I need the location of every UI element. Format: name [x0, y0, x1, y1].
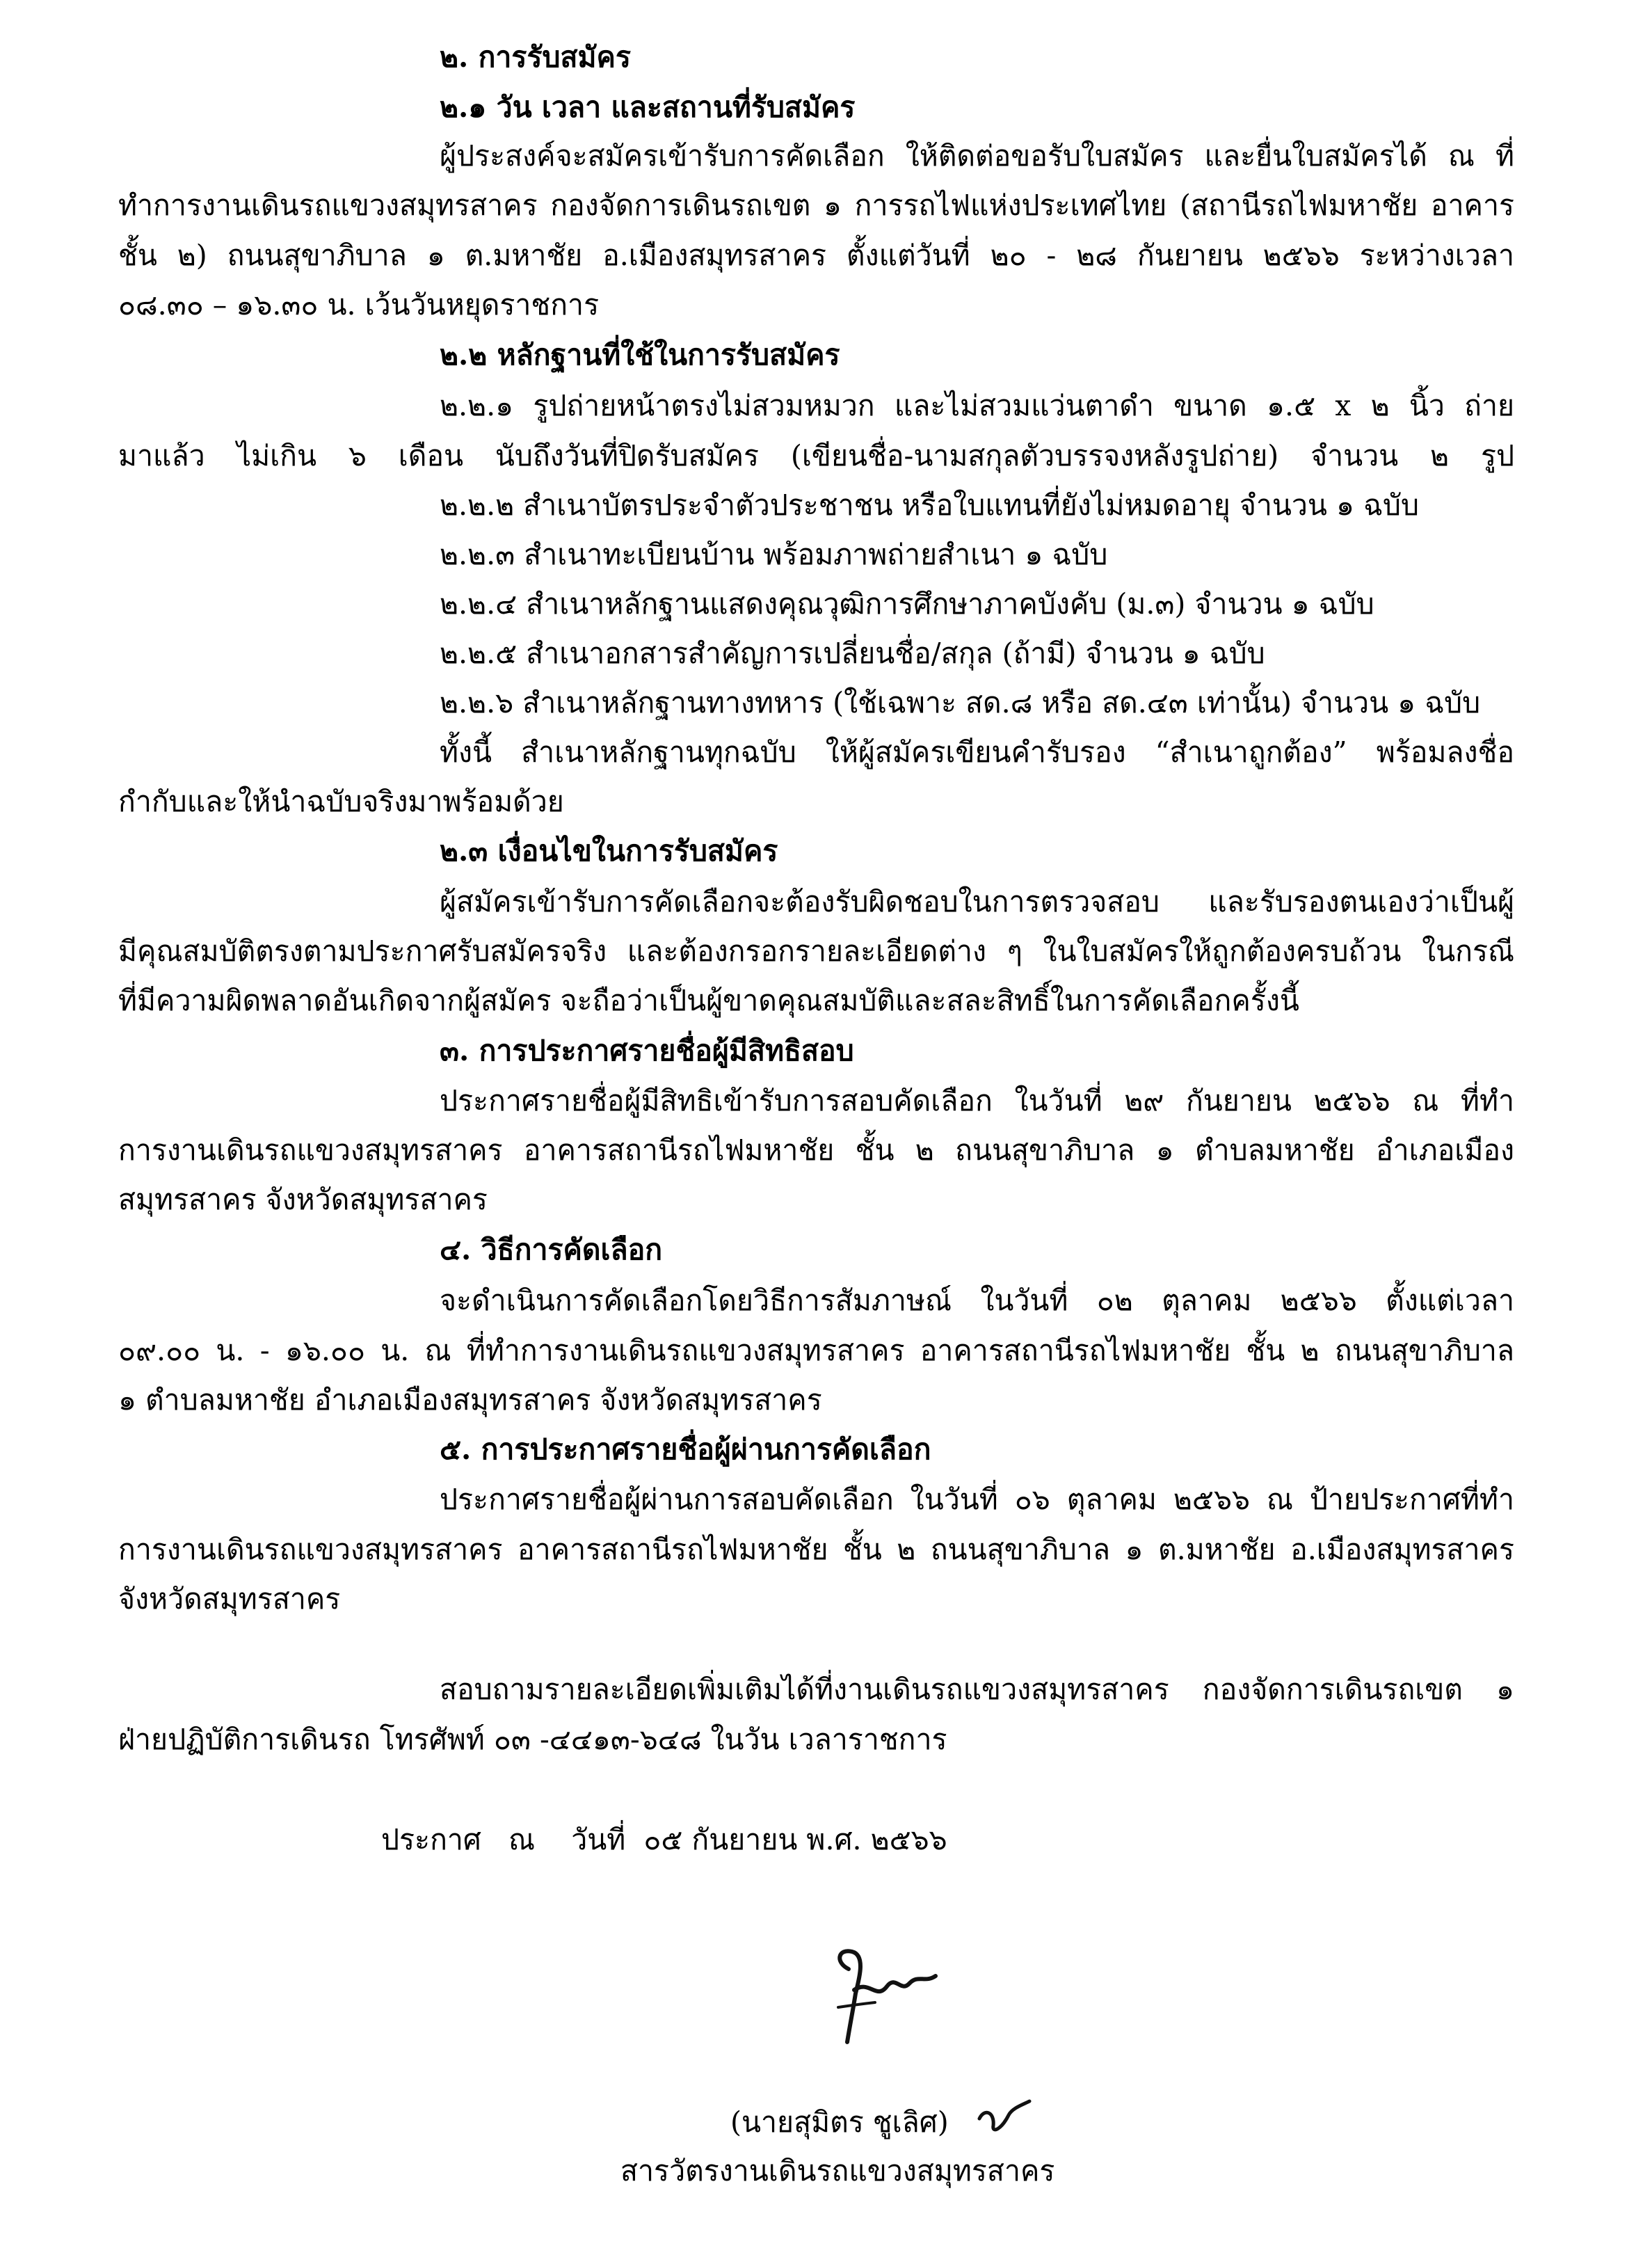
paragraph-line: สมุทรสาคร จังหวัดสมุทรสาคร	[118, 1183, 488, 1216]
signatory-name: (นายสุมิตร ชูเลิศ)	[730, 2105, 949, 2139]
paragraph-line: มีคุณสมบัติตรงตามประกาศรับสมัครจริง และต้องกรอกรายละเอียดต่าง ๆ ในใบสมัครให้ถูกต้องครบถ้วน ในกรณี	[118, 934, 1514, 968]
announce-date: ประกาศ ณ วันที่ ๐๕ กันยายน พ.ศ. ๒๕๖๖	[381, 1823, 947, 1856]
paragraph-line: ประกาศรายชื่อผู้มีสิทธิเข้ารับการสอบคัดเลือก ในวันที่ ๒๙ กันยายน ๒๕๖๖ ณ ที่ทำ	[440, 1084, 1514, 1117]
paragraph-line: ๐๙.๐๐ น. - ๑๖.๐๐ น. ณ ที่ทำการงานเดินรถแขวงสมุทรสาคร อาคารสถานีรถไฟมหาชัย ชั้น ๒ ถนนสุขาภิบาล	[118, 1334, 1514, 1367]
paragraph-line: ที่มีความผิดพลาดอันเกิดจากผู้สมัคร จะถือว่าเป็นผู้ขาดคุณสมบัติและสละสิทธิ์ในการคัดเลือกครั้งนี้	[118, 984, 1299, 1017]
paragraph-line: จังหวัดสมุทรสาคร	[118, 1582, 341, 1616]
paragraph-line: ๑ ตำบลมหาชัย อำเภอเมืองสมุทรสาคร จังหวัดสมุทรสาคร	[118, 1383, 822, 1417]
signatory-title: สารวัตรงานเดินรถแขวงสมุทรสาคร	[620, 2154, 1055, 2188]
paragraph-line: ทำการงานเดินรถแขวงสมุทรสาคร กองจัดการเดินรถเขต ๑ การรถไฟแห่งประเทศไทย (สถานีรถไฟมหาชัย อาคาร	[118, 189, 1514, 222]
paragraph-line: การงานเดินรถแขวงสมุทรสาคร อาคารสถานีรถไฟมหาชัย ชั้น ๒ ถนนสุขาภิบาล ๑ ต.มหาชัย อ.เมืองสมุทรสาคร	[118, 1533, 1514, 1566]
paragraph-line: จะดำเนินการคัดเลือกโดยวิธีการสัมภาษณ์ ในวันที่ ๐๒ ตุลาคม ๒๕๖๖ ตั้งแต่เวลา	[440, 1284, 1514, 1317]
paragraph-line: ชั้น ๒) ถนนสุขาภิบาล ๑ ต.มหาชัย อ.เมืองสมุทรสาคร ตั้งแต่วันที่ ๒๐ - ๒๘ กันยายน ๒๕๖๖ ระหว่างเวลา	[118, 239, 1514, 272]
paragraph-line: ผู้สมัครเข้ารับการคัดเลือกจะต้องรับผิดชอบในการตรวจสอบ และรับรองตนเองว่าเป็นผู้	[440, 885, 1514, 918]
section-3-heading: ๓. การประกาศรายชื่อผู้มีสิทธิสอบ	[440, 1034, 854, 1067]
section-4-heading: ๔. วิธีการคัดเลือก	[440, 1233, 663, 1266]
paragraph-line: มาแล้ว ไม่เกิน ๖ เดือน นับถึงวันที่ปิดรับสมัคร (เขียนชื่อ-นามสกุลตัวบรรจงหลังรูปถ่าย) จำนวน ๒ รูป	[118, 439, 1514, 472]
section-2-3-heading: ๒.๓ เงื่อนไขในการรับสมัคร	[440, 834, 778, 868]
paragraph-line: ผู้ประสงค์จะสมัครเข้ารับการคัดเลือก ให้ติดต่อขอรับใบสมัคร และยื่นใบสมัครได้ ณ ที่	[440, 139, 1514, 173]
paragraph-line: กำกับและให้นำฉบับจริงมาพร้อมด้วย	[118, 785, 564, 818]
signature-icon	[821, 1941, 946, 2053]
paragraph-line: ๒.๒.๑ รูปถ่ายหน้าตรงไม่สวมหมวก และไม่สวมแว่นตาดำ ขนาด ๑.๕ x ๒ นิ้ว ถ่าย	[440, 389, 1514, 422]
list-item: ๒.๒.๕ สำเนาอกสารสำคัญการเปลี่ยนชื่อ/สกุล (ถ้ามี) จำนวน ๑ ฉบับ	[440, 637, 1265, 670]
inquiry-line: สอบถามรายละเอียดเพิ่มเติมได้ที่งานเดินรถแขวงสมุทรสาคร กองจัดการเดินรถเขต ๑	[440, 1673, 1514, 1706]
list-item: ๒.๒.๔ สำเนาหลักฐานแสดงคุณวุฒิการศึกษาภาคบังคับ (ม.๓) จำนวน ๑ ฉบับ	[440, 587, 1374, 621]
paragraph-line: ทั้งนี้ สำเนาหลักฐานทุกฉบับ ให้ผู้สมัครเขียนคำรับรอง “สำเนาถูกต้อง” พร้อมลงชื่อ	[440, 735, 1514, 769]
paragraph-line: ประกาศรายชื่อผู้ผ่านการสอบคัดเลือก ในวันที่ ๐๖ ตุลาคม ๒๕๖๖ ณ ป้ายประกาศที่ทำ	[440, 1483, 1514, 1516]
inquiry-line: ฝ่ายปฏิบัติการเดินรถ โทรศัพท์ ๐๓ -๔๔๑๓-๖๔๘ ในวัน เวลาราชการ	[118, 1723, 947, 1756]
section-2-2-heading: ๒.๒ หลักฐานที่ใช้ในการรับสมัคร	[440, 338, 840, 372]
list-item: ๒.๒.๓ สำเนาทะเบียนบ้าน พร้อมภาพถ่ายสำเนา ๑ ฉบับ	[440, 538, 1108, 571]
initial-mark-icon	[974, 2098, 1036, 2140]
section-5-heading: ๕. การประกาศรายชื่อผู้ผ่านการคัดเลือก	[440, 1433, 931, 1466]
paragraph-line: ๐๘.๓๐ – ๑๖.๓๐ น. เว้นวันหยุดราชการ	[118, 288, 600, 321]
list-item: ๒.๒.๒ สำเนาบัตรประจำตัวประชาชน หรือใบแทนที่ยังไม่หมดอายุ จำนวน ๑ ฉบับ	[440, 488, 1420, 522]
list-item: ๒.๒.๖ สำเนาหลักฐานทางทหาร (ใช้เฉพาะ สด.๘ หรือ สด.๔๓ เท่านั้น) จำนวน ๑ ฉบับ	[440, 686, 1481, 719]
paragraph-line: การงานเดินรถแขวงสมุทรสาคร อาคารสถานีรถไฟมหาชัย ชั้น ๒ ถนนสุขาภิบาล ๑ ตำบลมหาชัย อำเภอเมือง	[118, 1133, 1514, 1167]
section-2-1-heading: ๒.๑ วัน เวลา และสถานที่รับสมัคร	[440, 90, 856, 124]
section-2-heading: ๒. การรับสมัคร	[440, 40, 631, 74]
